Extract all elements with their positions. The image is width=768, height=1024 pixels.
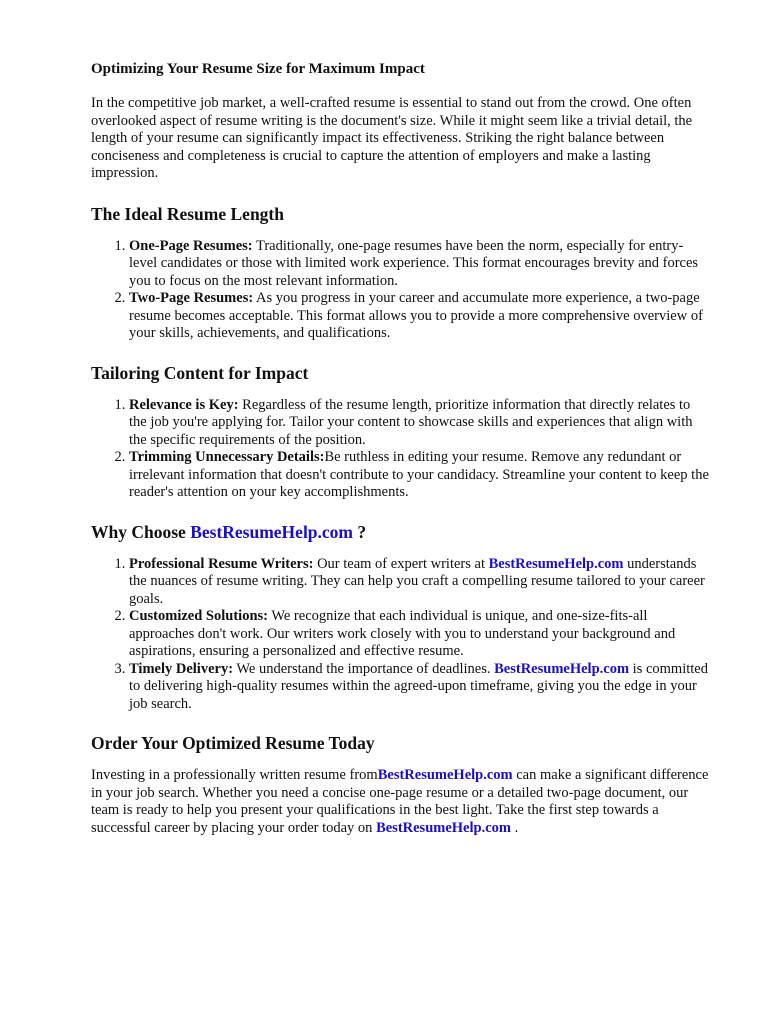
item-text: Traditionally, one-page resumes have been the norm, especially for entry-level candidates or those with limited work experience. This format encourages brevity and forces you to focus on the most relevant information.: [129, 237, 699, 289]
paragraph-text: Investing in a professionally written resume from: [91, 767, 378, 783]
bestresumehelp-link[interactable]: BestResumeHelp.com: [190, 521, 354, 542]
tailoring-list: [91, 397, 711, 502]
intro-paragraph: In the competitive job market, a well-crafted resume is essential to stand out from the crowd. One often overlooked aspect of resume writing is the document's size. While it might seem like a trivial detail, the length of your resume can significantly impact its effectiveness. Striking the right balance between conciseness and completeness is crucial to capture the attention of employers and make a lasting impression.: [91, 95, 693, 181]
why-choose-list: [91, 556, 711, 714]
item-text: is committed to delivering high-quality resumes within the agreed-upon timeframe, giving you the edge in your job search.: [129, 660, 708, 712]
item-lead: Timely Delivery:: [129, 660, 234, 677]
ideal-length-list: [91, 238, 711, 343]
list-item: [129, 661, 711, 714]
list-item: [129, 449, 711, 502]
item-text: understands the nuances of resume writing. They can help you craft a compelling resume tailored to your career goals.: [129, 555, 705, 607]
section-heading-order: Order Your Optimized Resume Today: [91, 733, 375, 753]
bestresumehelp-link[interactable]: BestResumeHelp.com: [488, 555, 624, 572]
item-lead: Two-Page Resumes:: [129, 290, 254, 306]
section-heading-tailoring: Tailoring Content for Impact: [91, 362, 309, 383]
closing-paragraph: [91, 767, 711, 837]
heading-prefix: Why Choose: [91, 521, 191, 542]
section-heading-ideal-length: The Ideal Resume Length: [91, 203, 284, 224]
bestresumehelp-link[interactable]: BestResumeHelp.com: [377, 767, 513, 783]
document-page: [91, 60, 711, 837]
list-item: [129, 608, 711, 661]
item-lead: Trimming Unnecessary Details:: [129, 449, 325, 465]
item-text: Be ruthless in editing your resume. Remove any redundant or irrelevant information that doesn't contribute to your candidacy. Streamline your content to keep the reader's attention on your key accomplishments.: [129, 449, 709, 500]
item-lead: One-Page Resumes:: [129, 237, 253, 254]
list-item: [129, 290, 711, 343]
item-lead: Customized Solutions:: [129, 608, 268, 624]
paragraph-text: can make a significant difference in your job search. Whether you need a concise one-page resume or a detailed two-page document, our team is ready to help you present your qualifications in the best light. Take the first step towards a successful career by placing your order today on: [91, 767, 709, 836]
item-text: We understand the importance of deadlines.: [233, 660, 495, 677]
list-item: [129, 238, 711, 291]
document-title: Optimizing Your Resume Size for Maximum Impact: [91, 61, 425, 77]
bestresumehelp-link[interactable]: BestResumeHelp.com: [494, 660, 630, 677]
paragraph-text: .: [510, 819, 519, 836]
item-text: As you progress in your career and accumulate more experience, a two-page resume becomes acceptable. This format allows you to provide a more comprehensive overview of your skills, achievements, and qualifications.: [129, 290, 703, 341]
section-heading-why-choose: [91, 521, 711, 543]
item-lead: Relevance is Key:: [129, 396, 239, 413]
item-text: Our team of expert writers at: [313, 555, 489, 572]
list-item: [129, 556, 711, 609]
item-lead: Professional Resume Writers:: [129, 555, 314, 572]
bestresumehelp-link[interactable]: BestResumeHelp.com: [376, 819, 511, 836]
list-item: [129, 397, 711, 450]
item-text: We recognize that each individual is unique, and one-size-fits-all approaches don't work. Our writers work closely with you to understand your background and aspirations, ensuring a personalized and effective resume.: [129, 608, 676, 659]
item-text: Regardless of the resume length, prioritize information that directly relates to the job you're applying for. Tailor your content to showcase skills and experiences that align with the specific requirements of the position.: [129, 396, 693, 448]
heading-suffix: ?: [353, 521, 367, 542]
